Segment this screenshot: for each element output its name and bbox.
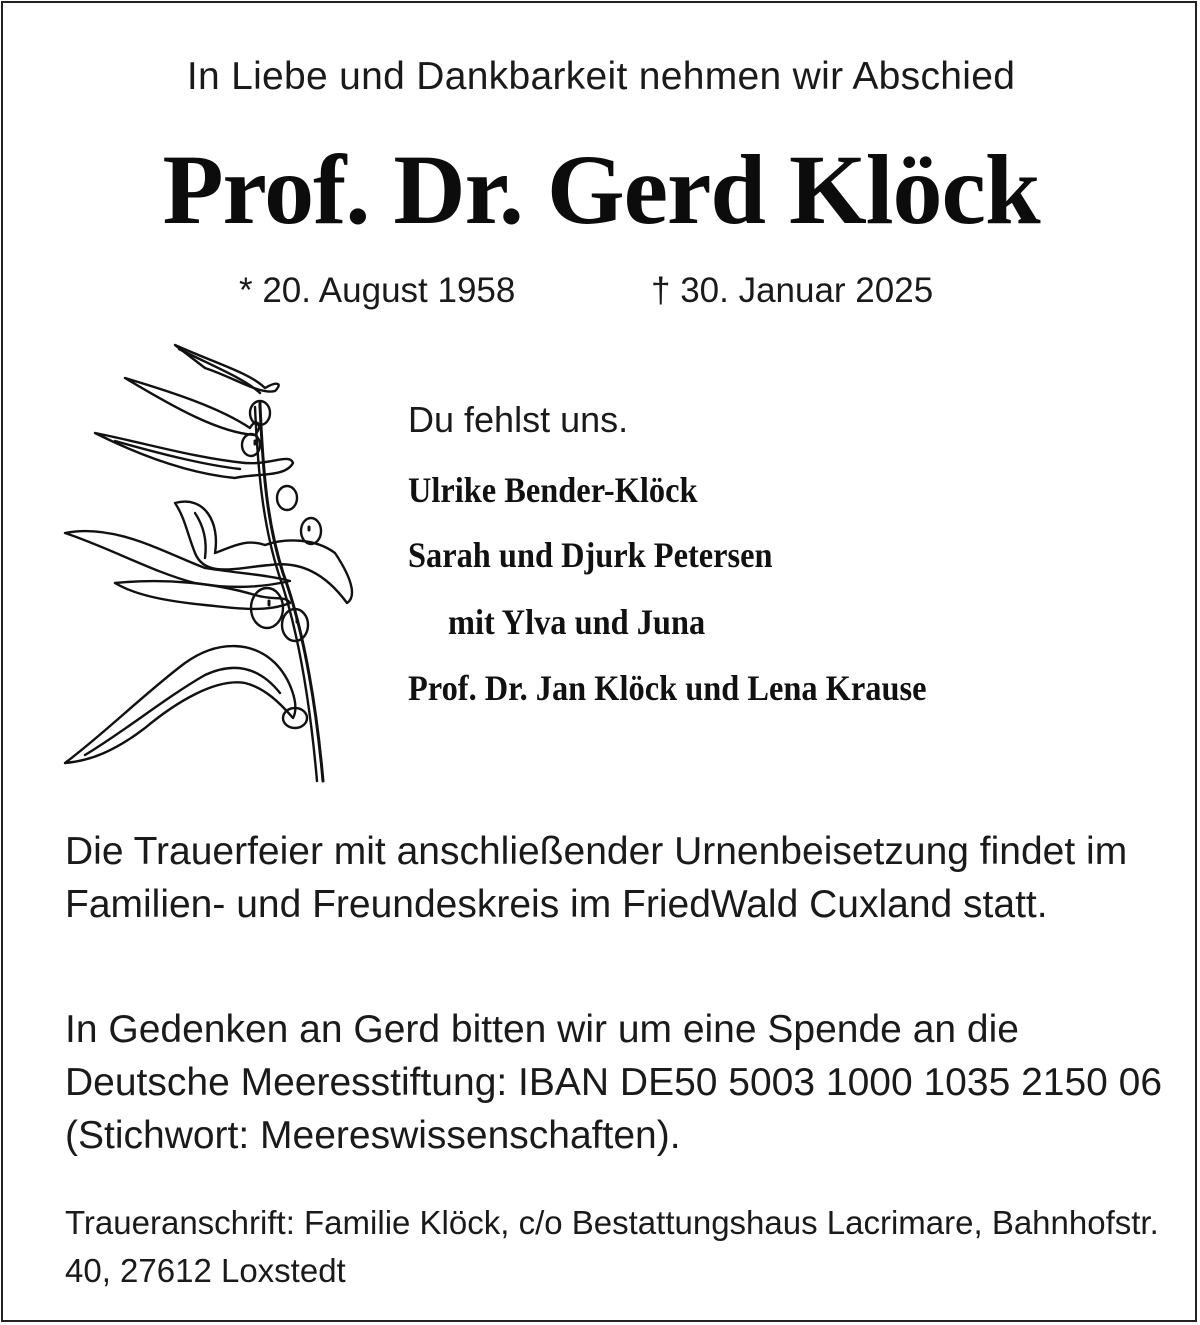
death-date: † 30. Januar 2025 [651,271,934,310]
seaweed-branch-icon [55,333,385,793]
mourning-address: Traueranschrift: Familie Klöck, c/o Bestattungshaus Lacrimare, Bahnhofstr. 40, 27612 Loxstedt [65,1204,1159,1289]
obituary-notice [1,1,1197,1322]
funeral-info: Die Trauerfeier mit anschließender Urnenbeisetzung findet im Familien- und Freundeskreis im FriedWald Cuxland statt. [65,830,1128,926]
deceased-name: Prof. Dr. Gerd Klöck [162,134,1040,245]
mourner-name: mit Ylva und Juna [448,602,706,642]
mourner-name: Ulrike Bender-Klöck [408,470,698,510]
donation-info: In Gedenken an Gerd bitten wir um eine Spende an die Deutsche Meeresstiftung: IBAN DE50 5003 1000 1035 2150 06 (Stichwort: Meereswissenschaften). [65,1008,1163,1157]
mourner-name: Sarah und Djurk Petersen [408,535,773,575]
mourners-lead: Du fehlst uns. [408,399,629,440]
mourner-name: Prof. Dr. Jan Klöck und Lena Krause [408,668,927,708]
intro-line: In Liebe und Dankbarkeit nehmen wir Abschied [186,55,1016,98]
birth-date: * 20. August 1958 [239,271,516,310]
